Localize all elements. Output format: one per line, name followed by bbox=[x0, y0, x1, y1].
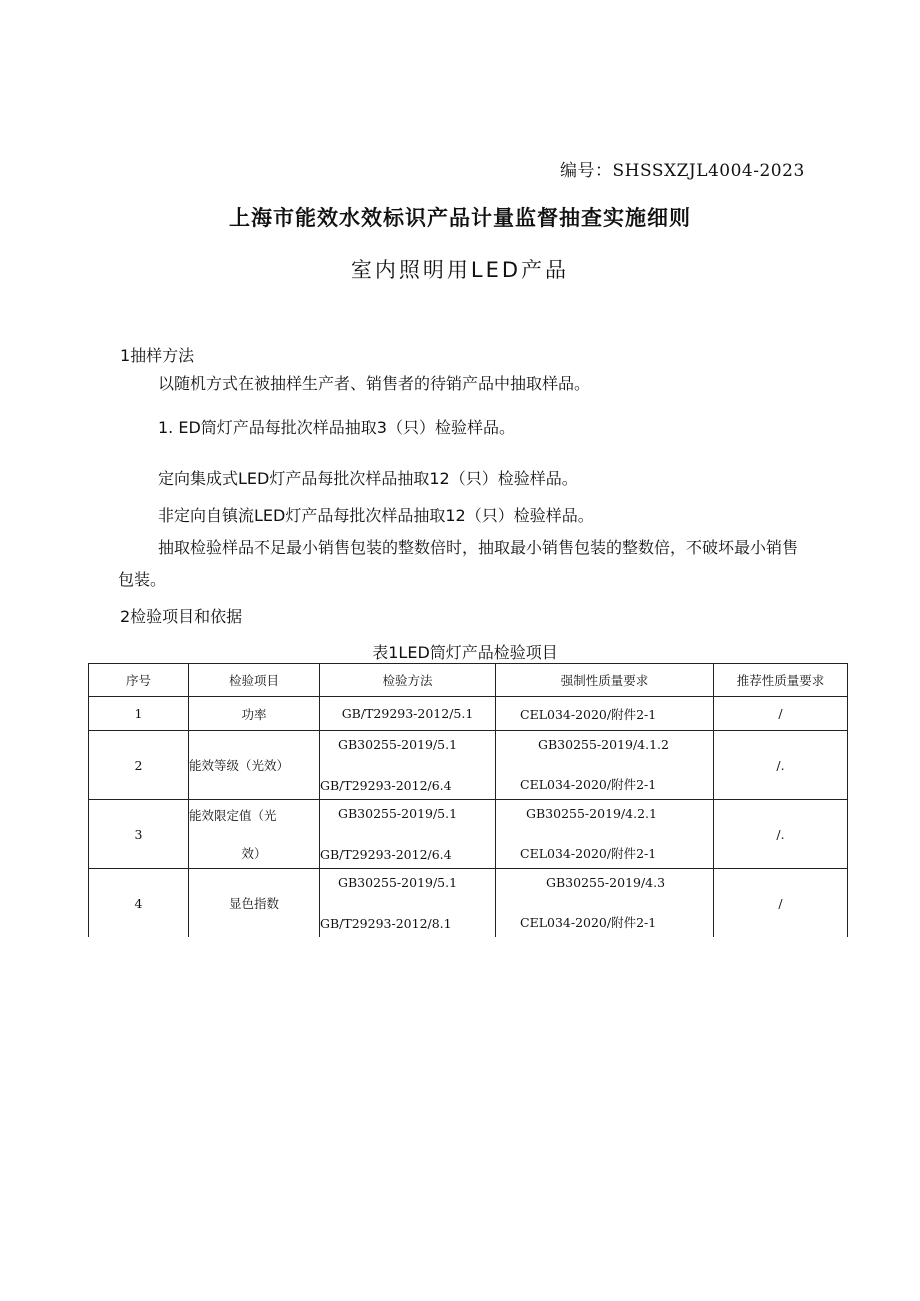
cell-mandatory bbox=[496, 731, 714, 800]
item-line-1: 能效限定值（光 bbox=[189, 808, 277, 823]
cell-item: 功率 bbox=[189, 697, 320, 731]
cell-item bbox=[189, 800, 320, 869]
paragraph-packaging-rule: 抽取检验样品不足最小销售包装的整数倍时，抽取最小销售包装的整数倍，不破坏最小销售包装。 bbox=[118, 538, 799, 589]
table-row bbox=[89, 800, 848, 869]
header-no: 序号 bbox=[89, 664, 189, 697]
document-title: 上海市能效水效标识产品计量监督抽查实施细则 bbox=[229, 206, 691, 230]
cell-no: 3 bbox=[89, 800, 189, 869]
section-2-heading: 2检验项目和依据 bbox=[120, 607, 243, 626]
cell-mandatory bbox=[496, 869, 714, 938]
method-line-2: GB/T29293-2012/6.4 bbox=[320, 778, 452, 793]
header-recommended: 推荐性质量要求 bbox=[714, 664, 848, 697]
cell-recommended: / bbox=[714, 869, 848, 938]
paragraph-directional-sampling: 定向集成式LED灯产品每批次样品抽取12（只）检验样品。 bbox=[158, 469, 578, 488]
mandatory-line-1: GB30255-2019/4.1.2 bbox=[538, 737, 669, 752]
paragraph-downlight-sampling: 1. ED筒灯产品每批次样品抽取3（只）检验样品。 bbox=[158, 418, 515, 437]
header-item: 检验项目 bbox=[189, 664, 320, 697]
cell-method bbox=[320, 869, 496, 938]
mandatory-line-1: GB30255-2019/4.3 bbox=[546, 875, 666, 890]
cell-mandatory: CEL034-2020/附件2-1 bbox=[496, 697, 714, 731]
cell-method: GB/T29293-2012/5.1 bbox=[320, 697, 496, 731]
cell-method bbox=[320, 800, 496, 869]
cell-method bbox=[320, 731, 496, 800]
header-method: 检验方法 bbox=[320, 664, 496, 697]
cell-recommended: /. bbox=[714, 731, 848, 800]
method-line-1: GB30255-2019/5.1 bbox=[338, 806, 458, 821]
cell-item: 显色指数 bbox=[189, 869, 320, 938]
paragraph-sampling-method: 以随机方式在被抽样生产者、销售者的待销产品中抽取样品。 bbox=[158, 374, 591, 393]
mandatory-line-1: GB30255-2019/4.2.1 bbox=[526, 806, 657, 821]
table-header-row bbox=[89, 664, 848, 697]
cell-no: 4 bbox=[89, 869, 189, 938]
inspection-items-table bbox=[88, 663, 848, 937]
mandatory-line-2: CEL034-2020/附件2-1 bbox=[520, 915, 657, 930]
item-line-2: 效） bbox=[241, 846, 267, 861]
table-row bbox=[89, 697, 848, 731]
cell-no: 1 bbox=[89, 697, 189, 731]
paragraph-nondirectional-sampling: 非定向自镇流LED灯产品每批次样品抽取12（只）检验样品。 bbox=[158, 506, 594, 525]
cell-mandatory bbox=[496, 800, 714, 869]
cell-recommended: /. bbox=[714, 800, 848, 869]
method-line-1: GB30255-2019/5.1 bbox=[338, 875, 458, 890]
cell-recommended: / bbox=[714, 697, 848, 731]
header-mandatory: 强制性质量要求 bbox=[496, 664, 714, 697]
document-subtitle: 室内照明用LED产品 bbox=[350, 258, 570, 282]
table-row bbox=[89, 869, 848, 938]
method-line-2: GB/T29293-2012/8.1 bbox=[320, 916, 452, 931]
table-row bbox=[89, 731, 848, 800]
table-caption: 表1LED筒灯产品检验项目 bbox=[372, 643, 558, 662]
mandatory-line-2: CEL034-2020/附件2-1 bbox=[520, 846, 657, 861]
cell-item: 能效等级（光效） bbox=[189, 731, 320, 800]
document-number: 编号：SHSSXZJL4004-2023 bbox=[560, 161, 805, 181]
section-1-heading: 1抽样方法 bbox=[120, 346, 195, 365]
method-line-2: GB/T29293-2012/6.4 bbox=[320, 847, 452, 862]
method-line-1: GB30255-2019/5.1 bbox=[338, 737, 458, 752]
mandatory-line-2: CEL034-2020/附件2-1 bbox=[520, 777, 657, 792]
cell-no: 2 bbox=[89, 731, 189, 800]
